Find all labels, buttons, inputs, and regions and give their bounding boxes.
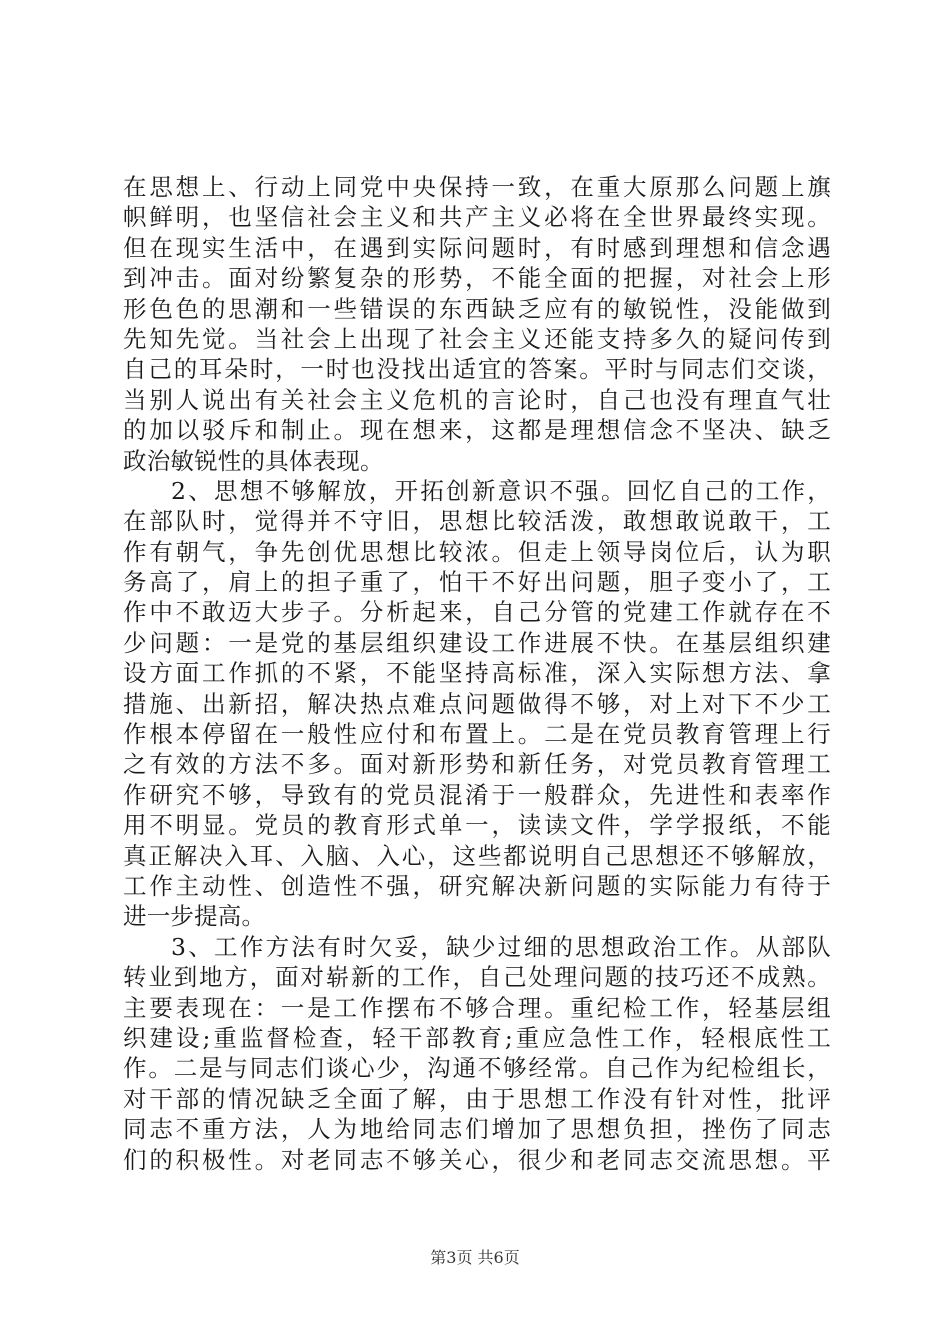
text-line: 措施、出新招，解决热点难点问题做得不够，对上对下不少工 (123, 689, 831, 718)
text-line: 设方面工作抓的不紧，不能坚持高标准，深入实际想方法、拿 (123, 659, 831, 688)
text-line: 少问题：一是党的基层组织建设工作进展不快。在基层组织建 (123, 628, 831, 657)
text-line: 主要表现在：一是工作摆布不够合理。重纪检工作，轻基层组 (123, 993, 831, 1022)
text-line: 到冲击。面对纷繁复杂的形势，不能全面的把握，对社会上形 (123, 264, 831, 293)
text-line: 作根本停留在一般性应付和布置上。二是在党员教育管理上行 (123, 720, 831, 749)
text-line: 当别人说出有关社会主义危机的言论时，自己也没有理直气壮 (123, 385, 831, 414)
text-line: 同志不重方法，人为地给同志们增加了思想负担，挫伤了同志 (123, 1115, 831, 1144)
text-line: 帜鲜明，也坚信社会主义和共产主义必将在全世界最终实现。 (123, 203, 831, 232)
text-line: 作研究不够，导致有的党员混淆于一般群众，先进性和表率作 (123, 780, 831, 809)
text-line: 作有朝气，争先创优思想比较浓。但走上领导岗位后，认为职 (123, 537, 831, 566)
text-line: 在思想上、行动上同党中央保持一致，在重大原那么问题上旗 (123, 173, 831, 201)
text-line: 真正解决入耳、入脑、入心，这些都说明自己思想还不够解放， (123, 841, 831, 870)
text-line: 自己的耳朵时，一时也没找出适宜的答案。平时与同志们交谈， (123, 355, 831, 384)
text-line: 的加以驳斥和制止。现在想来，这都是理想信念不坚决、缺乏 (123, 416, 831, 445)
document-body (123, 172, 831, 1175)
paragraph-first-line: 3、工作方法有时欠妥，缺少过细的思想政治工作。从部队 (171, 932, 831, 961)
text-line: 对干部的情况缺乏全面了解，由于思想工作没有针对性，批评 (123, 1084, 831, 1113)
text-line: 在部队时，觉得并不守旧，思想比较活泼，敢想敢说敢干，工 (123, 507, 831, 536)
text-line: 务高了，肩上的担子重了，怕干不好出问题，胆子变小了，工 (123, 568, 831, 597)
paragraph-first-line: 2、思想不够解放，开拓创新意识不强。回忆自己的工作， (171, 476, 831, 505)
text-line: 形色色的思潮和一些错误的东西缺乏应有的敏锐性，没能做到 (123, 294, 831, 323)
text-line: 进一步提高。 (123, 902, 266, 931)
page-footer: 第3页 共6页 (430, 1248, 520, 1267)
text-line: 织建设;重监督检查，轻干部教育;重应急性工作，轻根底性工 (123, 1023, 831, 1052)
text-line: 转业到地方，面对崭新的工作，自己处理问题的技巧还不成熟。 (123, 963, 831, 992)
text-line: 用不明显。党员的教育形式单一，读读文件，学学报纸，不能 (123, 811, 831, 840)
text-line: 作。二是与同志们谈心少，沟通不够经常。自己作为纪检组长， (123, 1054, 831, 1083)
text-line: 但在现实生活中，在遇到实际问题时，有时感到理想和信念遇 (123, 233, 831, 262)
text-line: 工作主动性、创造性不强，研究解决新问题的实际能力有待于 (123, 871, 831, 900)
text-line: 之有效的方法不多。面对新形势和新任务，对党员教育管理工 (123, 750, 831, 779)
text-line: 政治敏锐性的具体表现。 (123, 446, 384, 475)
text-line: 先知先觉。当社会上出现了社会主义还能支持多久的疑问传到 (123, 324, 831, 353)
text-line: 们的积极性。对老同志不够关心，很少和老同志交流思想。平 (123, 1145, 831, 1174)
text-line: 作中不敢迈大步子。分析起来，自己分管的党建工作就存在不 (123, 598, 831, 627)
